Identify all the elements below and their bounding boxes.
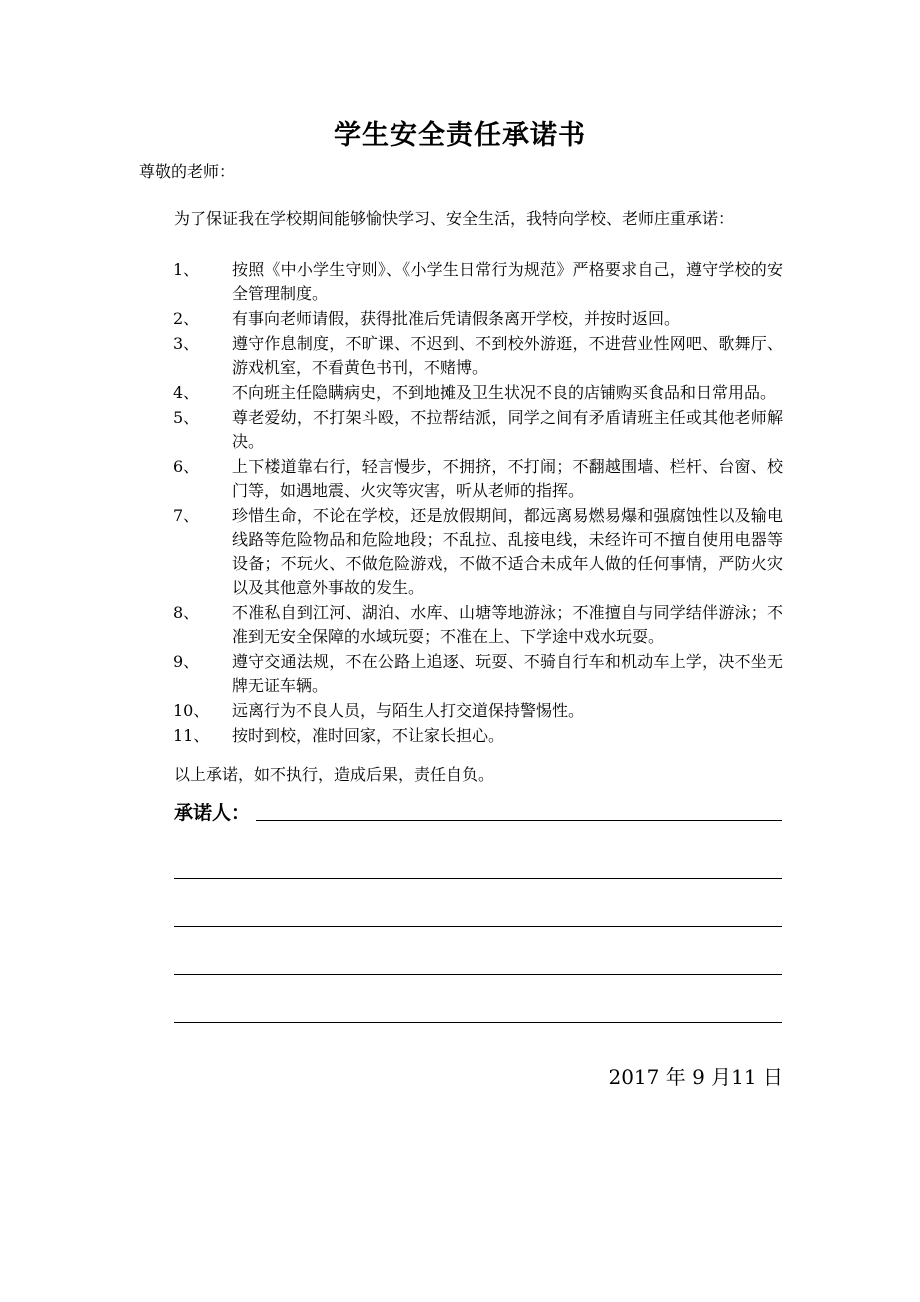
salutation: 尊敬的老师： bbox=[139, 162, 236, 181]
pledge-item-number: 4、 bbox=[173, 383, 200, 402]
pledge-item bbox=[139, 699, 783, 723]
blank-line bbox=[174, 1022, 782, 1023]
pledge-item bbox=[139, 601, 783, 649]
pledge-item bbox=[139, 258, 783, 306]
pledge-item-text: 不准私自到江河、湖泊、水库、山塘等地游泳；不准擅自与同学结伴游泳；不准到无安全保障的水域玩耍；不准在上、下学途中戏水玩耍。 bbox=[232, 603, 783, 646]
pledge-item-text: 不向班主任隐瞒病史，不到地摊及卫生状况不良的店铺购买食品和日常用品。 bbox=[232, 383, 777, 402]
pledge-item-text: 遵守交通法规，不在公路上追逐、玩耍、不骑自行车和机动车上学，决不坐无牌无证车辆。 bbox=[232, 652, 783, 695]
pledge-item-number: 1、 bbox=[173, 260, 200, 279]
pledge-item bbox=[139, 650, 783, 698]
closing-statement: 以上承诺，如不执行，造成后果，责任自负。 bbox=[174, 765, 495, 784]
pledge-item-number: 5、 bbox=[173, 408, 200, 427]
intro-paragraph: 为了保证我在学校期间能够愉快学习、安全生活，我特向学校、老师庄重承诺： bbox=[174, 209, 735, 228]
pledge-item-number: 10、 bbox=[173, 701, 210, 720]
pledge-item-text: 有事向老师请假，获得批准后凭请假条离开学校，并按时返回。 bbox=[232, 309, 681, 328]
document-date: 2017 年 9 月11 日 bbox=[608, 1065, 783, 1089]
blank-line bbox=[174, 974, 782, 975]
pledge-item-text: 按时到校，准时回家，不让家长担心。 bbox=[232, 726, 505, 745]
pledge-item bbox=[139, 406, 783, 454]
pledge-item-number: 6、 bbox=[173, 457, 200, 476]
pledge-item bbox=[139, 332, 783, 380]
signer-label: 承诺人： bbox=[174, 802, 251, 824]
pledge-item-number: 11、 bbox=[173, 726, 210, 745]
pledge-item-text: 按照《中小学生守则》、《小学生日常行为规范》严格要求自己，遵守学校的安全管理制度。 bbox=[232, 260, 783, 303]
pledge-item-text: 上下楼道靠右行，轻言慢步，不拥挤，不打闹；不翻越围墙、栏杆、台窗、校门等，如遇地震、火灾等灾害，听从老师的指挥。 bbox=[232, 457, 783, 500]
blank-line bbox=[174, 878, 782, 879]
pledge-item-number: 7、 bbox=[173, 506, 200, 525]
signature-line bbox=[256, 820, 782, 821]
pledge-item-text: 尊老爱幼，不打架斗殴，不拉帮结派，同学之间有矛盾请班主任或其他老师解决。 bbox=[232, 408, 783, 451]
pledge-item-number: 2、 bbox=[173, 309, 200, 328]
pledge-item-number: 3、 bbox=[173, 334, 200, 353]
pledge-item-text: 遵守作息制度，不旷课、不迟到、不到校外游逛，不进营业性网吧、歌舞厅、游戏机室，不看黄色书刊，不赌博。 bbox=[232, 334, 783, 377]
pledge-item bbox=[139, 455, 783, 503]
pledge-item-number: 8、 bbox=[173, 603, 200, 622]
pledge-item bbox=[139, 381, 783, 405]
pledge-list bbox=[139, 258, 783, 749]
pledge-item bbox=[139, 307, 783, 331]
blank-line bbox=[174, 926, 782, 927]
pledge-item-text: 珍惜生命，不论在学校，还是放假期间，都远离易燃易爆和强腐蚀性以及输电线路等危险物品和危险地段；不乱拉、乱接电线，未经许可不擅自使用电器等设备；不玩火、不做危险游戏，不做不适合未成年人做的任何事情，严防火灾以及其他意外事故的发生。 bbox=[232, 506, 783, 597]
pledge-item-text: 远离行为不良人员，与陌生人打交道保持警惕性。 bbox=[232, 701, 585, 720]
pledge-item-number: 9、 bbox=[173, 652, 200, 671]
pledge-item bbox=[139, 504, 783, 600]
document-title: 学生安全责任承诺书 bbox=[334, 120, 586, 151]
pledge-item bbox=[139, 724, 783, 748]
